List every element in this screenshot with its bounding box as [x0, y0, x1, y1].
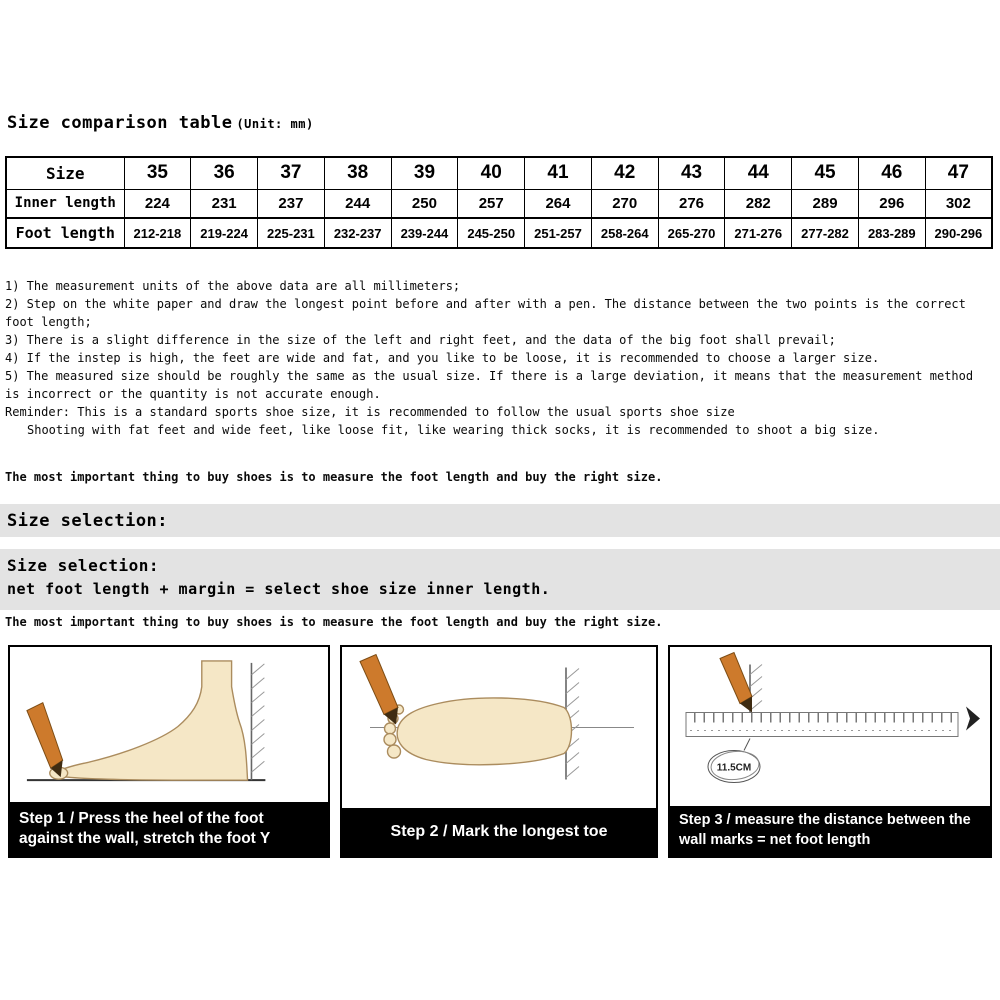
wall-hatch [251, 664, 264, 772]
ruler-icon [686, 713, 958, 737]
step2-caption: Step 2 / Mark the longest toe [342, 808, 656, 856]
step1-panel [8, 645, 330, 858]
arrow-icon [966, 707, 980, 731]
page-title-unit: (Unit: mm) [236, 117, 314, 131]
table-cell: 36 [191, 157, 258, 189]
size-selection-section [0, 549, 1000, 610]
size-comparison-table [5, 156, 993, 249]
table-cell: 289 [792, 189, 859, 218]
step3-caption: Step 3 / measure the distance between the wall marks = net foot length [670, 806, 990, 856]
page-title-text: Size comparison table [7, 113, 233, 133]
note-line: 5) The measured size should be roughly the same as the usual size. If there is a large deviation, it means that the measurement method is incorrect or the quantity is not accurate enough. [5, 369, 974, 401]
page-title [7, 113, 314, 133]
table-row-foot-length [6, 218, 992, 248]
size-selection-band-label: Size selection: [7, 510, 169, 531]
table-cell: 35 [124, 157, 191, 189]
table-cell: 244 [324, 189, 391, 218]
size-selection-heading: Size selection: [7, 556, 159, 575]
toe [384, 734, 396, 746]
table-row-size [6, 157, 992, 189]
table-cell: 265-270 [658, 218, 725, 248]
table-cell: 277-282 [792, 218, 859, 248]
table-cell: 239-244 [391, 218, 458, 248]
table-cell: 232-237 [324, 218, 391, 248]
table-cell: 47 [925, 157, 992, 189]
step3-panel [668, 645, 992, 858]
table-cell: 257 [458, 189, 525, 218]
table-cell: 219-224 [191, 218, 258, 248]
table-cell: 45 [792, 157, 859, 189]
table-cell: 42 [591, 157, 658, 189]
note-line-reminder: Reminder: This is a standard sports shoe size, it is recommended to follow the usual sports shoe size [5, 405, 735, 419]
table-cell: 276 [658, 189, 725, 218]
measurement-steps [0, 645, 1000, 860]
table-cell: 271-276 [725, 218, 792, 248]
table-cell: 39 [391, 157, 458, 189]
table-cell: 231 [191, 189, 258, 218]
pen-icon [360, 655, 398, 715]
table-cell: 282 [725, 189, 792, 218]
pen-icon [27, 703, 63, 769]
row-label-size: Size [6, 157, 124, 189]
size-selection-formula: net foot length + margin = select shoe size inner length. [7, 580, 551, 598]
size-selection-band [0, 504, 1000, 537]
table-cell: 258-264 [591, 218, 658, 248]
note-line: Shooting with fat feet and wide feet, like loose fit, like wearing thick socks, it is recommended to shoot a big size. [27, 423, 880, 437]
table-cell: 270 [591, 189, 658, 218]
step3-illustration [670, 647, 990, 806]
table-cell: 302 [925, 189, 992, 218]
table-row-inner-length [6, 189, 992, 218]
table-cell: 283-289 [858, 218, 925, 248]
foot-side-view [53, 661, 248, 780]
step3-drawing [670, 647, 990, 806]
table-cell: 245-250 [458, 218, 525, 248]
measurement-notes [5, 277, 991, 439]
row-label-inner-length: Inner length [6, 189, 124, 218]
step1-illustration [10, 647, 328, 802]
table-cell: 224 [124, 189, 191, 218]
table-cell: 38 [324, 157, 391, 189]
measure-pointer [744, 739, 750, 751]
table-cell: 264 [525, 189, 592, 218]
note-line: 1) The measurement units of the above data are all millimeters; [5, 279, 461, 293]
important-note-bottom: The most important thing to buy shoes is to measure the foot length and buy the right size. [5, 615, 663, 629]
table-cell: 40 [458, 157, 525, 189]
table-cell: 237 [258, 189, 325, 218]
table-cell: 250 [391, 189, 458, 218]
measure-label: 11.5CM [716, 762, 752, 774]
note-line: 4) If the instep is high, the feet are wide and fat, and you like to be loose, it is recommended to choose a larger size. [5, 351, 880, 365]
foot-top-view [397, 698, 571, 765]
table-cell: 43 [658, 157, 725, 189]
step1-caption: Step 1 / Press the heel of the foot against the wall, stretch the foot Y [10, 802, 328, 856]
step1-drawing [10, 647, 328, 802]
step2-drawing [342, 647, 656, 808]
big-toe [388, 745, 401, 758]
table-cell: 290-296 [925, 218, 992, 248]
table-cell: 251-257 [525, 218, 592, 248]
table-cell: 41 [525, 157, 592, 189]
table-cell: 225-231 [258, 218, 325, 248]
table-cell: 44 [725, 157, 792, 189]
table-cell: 212-218 [124, 218, 191, 248]
table-cell: 296 [858, 189, 925, 218]
step2-illustration [342, 647, 656, 808]
step2-panel [340, 645, 658, 858]
table-cell: 46 [858, 157, 925, 189]
pen-icon [720, 653, 752, 704]
row-label-foot-length: Foot length [6, 218, 124, 248]
important-note-top: The most important thing to buy shoes is to measure the foot length and buy the right size. [5, 470, 663, 484]
table-cell: 37 [258, 157, 325, 189]
toe [385, 723, 396, 734]
note-line: 3) There is a slight difference in the size of the left and right feet, and the data of the big foot shall prevail; [5, 333, 836, 347]
note-line: 2) Step on the white paper and draw the longest point before and after with a pen. The distance between the two points is the correct foot length; [5, 297, 966, 329]
